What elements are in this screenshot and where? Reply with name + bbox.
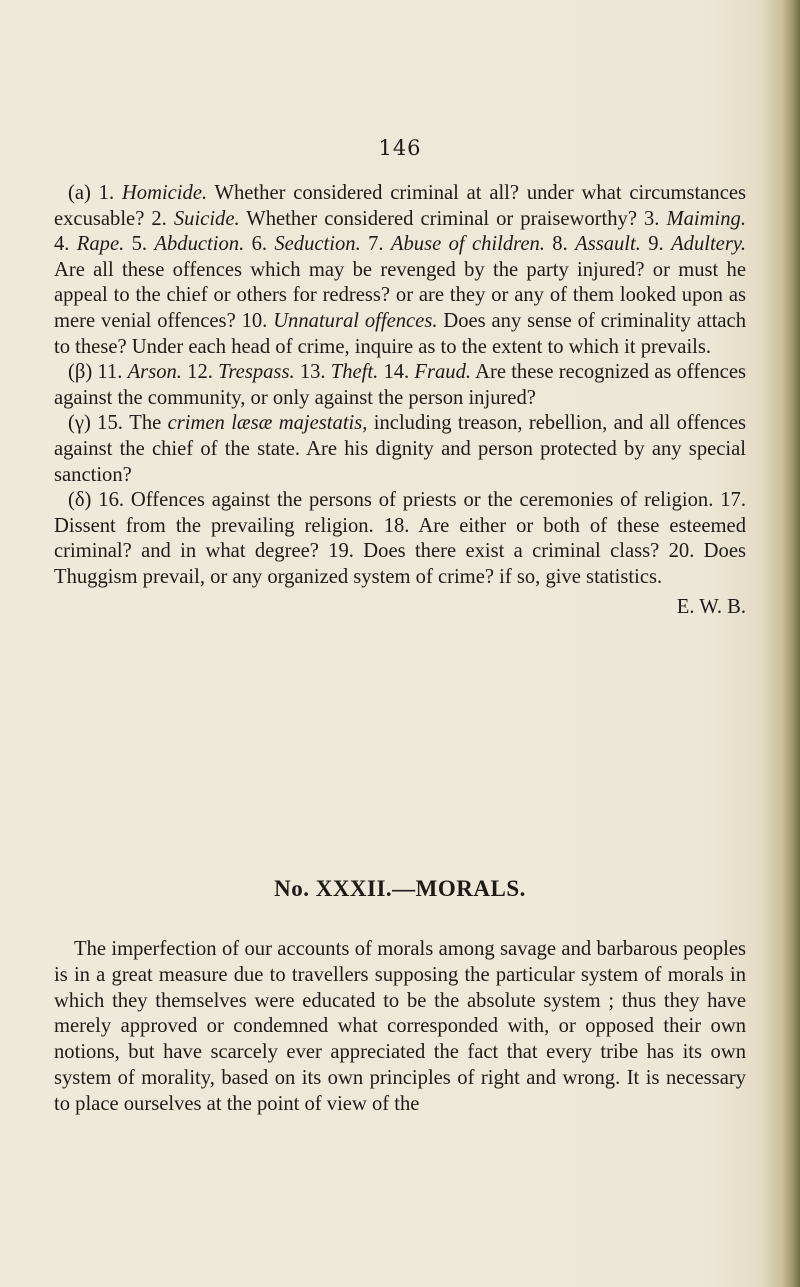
section-d-paragraph: (δ) 16. Offences against the persons of priests or the ceremonies of religion. 17. Dissent from the prevailing religion. 18. Are either or both of these esteemed criminal? and in what degree? 19. Does there exist a criminal class? 20. Does Thuggism prevail, or any organized system of crime? if so, give statistics. bbox=[54, 489, 746, 588]
page-edge bbox=[782, 0, 800, 1287]
page-number: 146 bbox=[378, 136, 422, 160]
section-c-paragraph: (γ) 15. The crimen læsæ majestatis, including treason, rebellion, and all offences against the chief of the state. Are his dignity and person protected by any special sanction? bbox=[54, 412, 746, 486]
morals-paragraph: The imperfection of our accounts of morals among savage and barbarous peoples is in a great measure due to travellers supposing the particular system of morals in which they themselves were educated to be the absolute system ; thus they have merely approved or condemned what corresponded with, or opposed their own notions, but have scarcely ever appreciated the fact that every tribe has its own system of morality, based on its own principles of right and wrong. It is necessary to place ourselves at the point of view of the bbox=[54, 938, 746, 1115]
author-signature: E. W. B. bbox=[676, 595, 746, 618]
morals-section bbox=[54, 937, 746, 1118]
section-heading: No. XXXII.—MORALS. bbox=[274, 876, 526, 901]
questions-block bbox=[54, 181, 746, 620]
section-a-paragraph: (a) 1. Homicide. Whether considered criminal at all? under what circumstances excusable? 2. Suicide. Whether considered criminal or praiseworthy? 3. Maiming. 4. Rape. 5. Abduction. 6. Seduction. 7. Abuse of children. 8. Assault. 9. Adultery. Are all these offences which may be revenged by the party injured? or must he appeal to the chief or others for redress? or are they or any of them looked upon as mere venial offences? 10. Unnatural offences. Does any sense of criminality attach to these? Under each head of crime, inquire as to the extent to which it prevails. bbox=[54, 182, 746, 358]
section-b-paragraph: (β) 11. Arson. 12. Trespass. 13. Theft. 14. Fraud. Are these recognized as offences against the community, or only against the person injured? bbox=[54, 361, 746, 409]
